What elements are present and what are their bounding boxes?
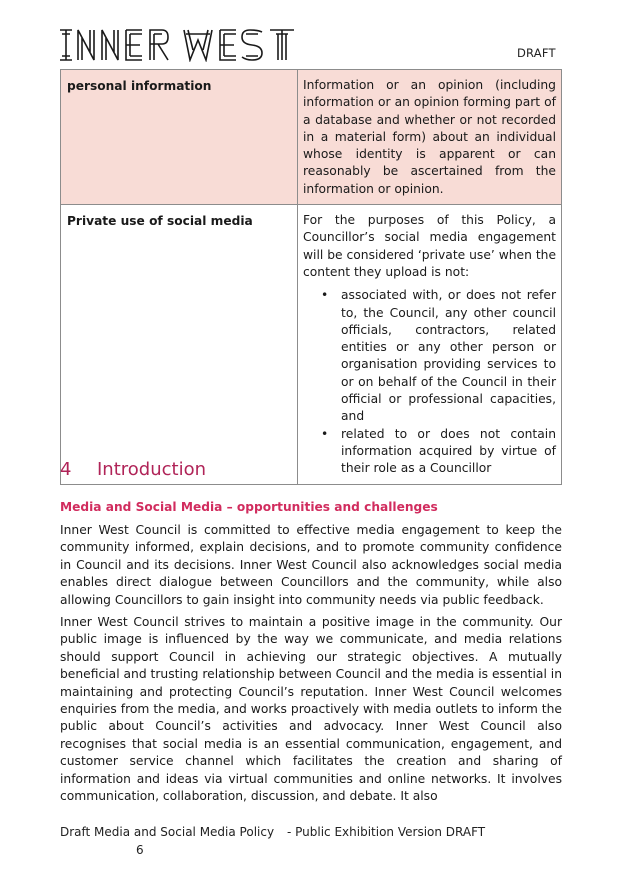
section-number: 4	[60, 459, 72, 480]
footer-document-title: Draft Media and Social Media Policy	[60, 825, 275, 839]
table-row	[61, 70, 562, 205]
definition-bullets	[303, 287, 556, 477]
body-paragraph: Inner West Council is committed to effective media engagement to keep the community informed, explain decisions, and to promote community confidence in Council and its decisions. Inner West Council also acknowledges social media enables direct dialogue between Councillors and the community, while also allowing Councillors to gain insight into community needs via public feedback.	[60, 523, 562, 607]
bullet-icon: •	[321, 426, 329, 441]
footer-version: - Public Exhibition Version DRAFT	[287, 825, 486, 839]
definition-text	[298, 205, 562, 484]
bullet-icon: •	[321, 288, 329, 303]
body-paragraph: Inner West Council strives to maintain a positive image in the community. Our public image is influenced by the way we communicate, and media relations should support Council in achieving our strategic objectives. A mutually beneficial and trusting relationship between Council and the media is essential in maintaining and protecting Council’s reputation. Inner West Council welcomes enquiries from the media, and works proactively with media outlets to inform the public about Council’s activities and advocacy. Inner West Council also recognises that social media is an essential communication, engagement, and customer service channel which facilitates the creation and sharing of information and ideas via virtual communities and online networks. It involves communication, collaboration, discussion, and debate. It also	[60, 615, 562, 804]
inner-west-logo	[58, 28, 298, 62]
definition-text	[298, 70, 562, 205]
definition-paragraph: For the purposes of this Policy, a Councillor’s social media engagement will be considered ‘private use’ when the content they upload is not:	[303, 213, 557, 279]
list-item-text: associated with, or does not refer to, the Council, any other council officials, contractors, related entities or any other person or organisation providing services to or on behalf of the Council in their official or professional capacities, and	[341, 288, 556, 424]
draft-label: DRAFT	[517, 46, 556, 60]
section-title: Introduction	[97, 459, 207, 480]
list-item-text: related to or does not contain information acquired by virtue of their role as a Councillor	[341, 426, 556, 476]
definition-paragraph: Information or an opinion (including information or an opinion forming part of a database and whether or not recorded in a material form) about an individual whose identity is apparent or can reasonably be ascertained from the information or opinion.	[303, 78, 556, 196]
table-row	[61, 205, 562, 484]
page-number: 6	[136, 843, 144, 857]
subheading: Media and Social Media – opportunities and challenges	[60, 500, 438, 514]
definition-term: personal information	[61, 70, 298, 205]
definition-term: Private use of social media	[61, 205, 298, 484]
list-item	[303, 426, 556, 478]
definitions-table	[60, 69, 562, 485]
list-item	[303, 287, 556, 425]
